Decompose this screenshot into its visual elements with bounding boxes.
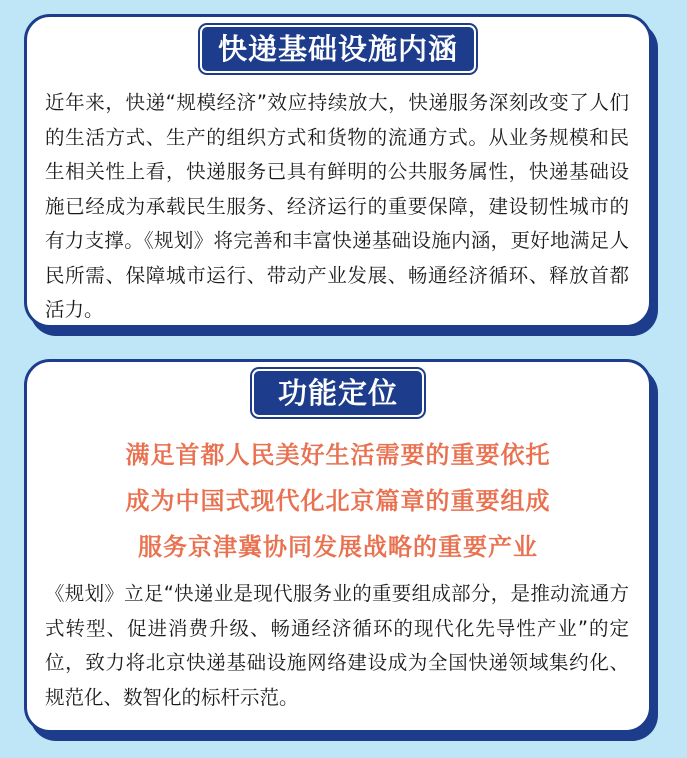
section-title-infrastructure: 快递基础设施内涵	[200, 25, 476, 73]
infrastructure-card	[24, 14, 652, 328]
highlight-line: 满足首都人民美好生活需要的重要依托	[125, 441, 551, 469]
function-positioning-paragraph: 《规划》立足“快递业是现代服务业的重要组成部分，是推动流通方式转型、促进消费升级、畅通经济循环的现代化先导性产业”的定位，致力将北京快递基础设施网络建设成为全国快递领域集约化、规范化、数智化的标杆示范。	[45, 582, 629, 709]
highlight-line: 成为中国式现代化北京篇章的重要组成	[125, 487, 551, 515]
infrastructure-paragraph: 近年来，快递“规模经济”效应持续放大，快递服务深刻改变了人们的生活方式、生产的组织方式和货物的流通方式。从业务规模和民生相关性上看，快递服务已具有鲜明的公共服务属性，快递基础设施已经成为承载民生服务、经济运行的重要保障，建设韧性城市的有力支撑。《规划》将完善和丰富快递基础设施内涵，更好地满足人民所需、保障城市运行、带动产业发展、畅通经济循环、释放首都活力。	[45, 91, 629, 321]
section-title-function-positioning: 功能定位	[252, 369, 424, 417]
highlight-line: 服务京津冀协同发展战略的重要产业	[138, 533, 538, 561]
highlight-list	[27, 432, 649, 570]
function-positioning-card	[24, 359, 652, 733]
